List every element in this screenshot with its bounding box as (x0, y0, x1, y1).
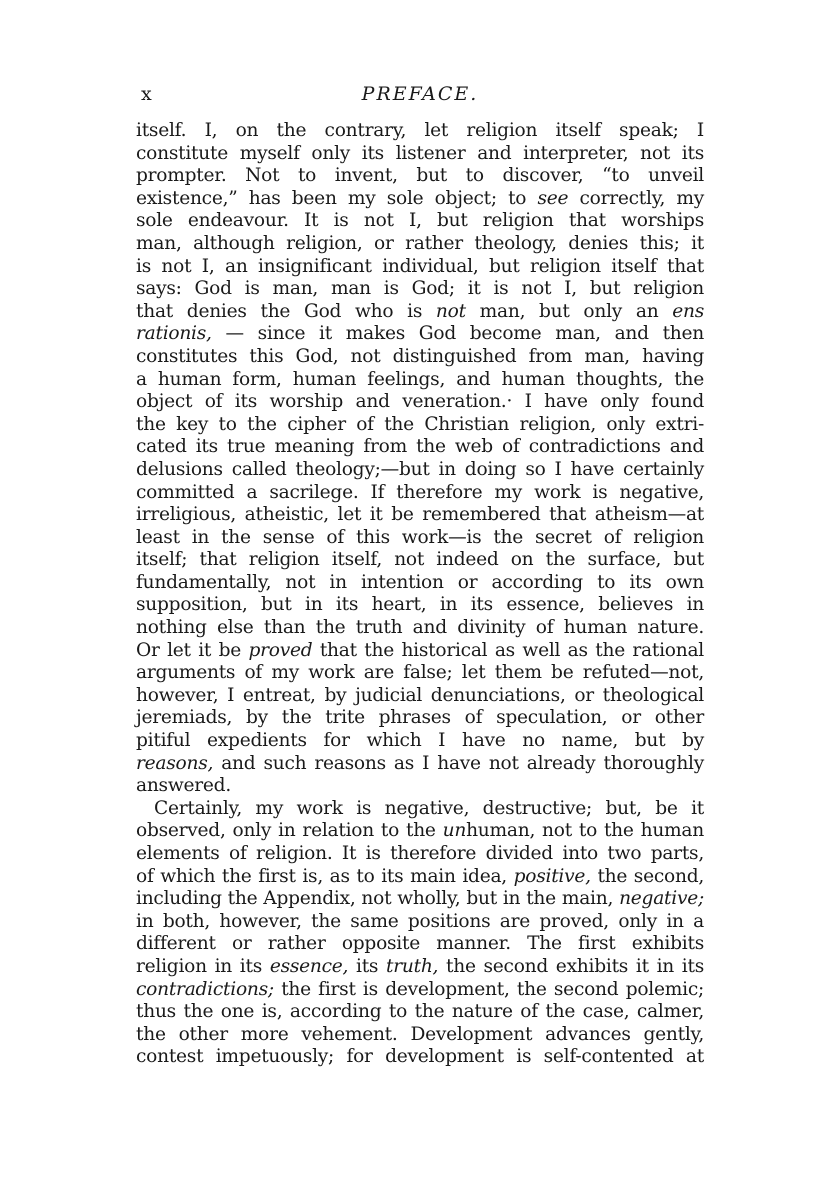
text-segment: constitute myself only its listener and interpreter, not its (136, 142, 704, 164)
text-line (136, 753, 704, 776)
text-line (136, 888, 704, 911)
text-segment: however, I entreat, by judicial denunciations, or theological (136, 684, 704, 706)
text-line (136, 165, 704, 188)
text-line (136, 640, 704, 663)
running-head (136, 83, 704, 109)
text-segment: existence,” has been my sole object; to (136, 187, 538, 209)
text-segment: human, not to the human (466, 820, 704, 842)
text-line (136, 301, 704, 324)
text-segment: itself; that religion itself, not indeed on the surface, but (136, 549, 704, 571)
text-segment: thus the one is, according to the nature of the case, calmer, (136, 1001, 704, 1023)
text-line (136, 843, 704, 866)
text-segment: is not I, an insignificant individual, but religion itself that (136, 255, 704, 277)
text-segment: itself. I, on the contrary, let religion itself speak; I (136, 120, 704, 141)
text-segment: jeremiads, by the trite phrases of speculation, or other (136, 707, 704, 729)
body-text (136, 120, 704, 1069)
text-line (136, 1001, 704, 1024)
text-segment: sole endeavour. It is not I, but religion that worships (136, 210, 704, 232)
text-segment: that the historical as well as the rational (312, 639, 705, 661)
text-line (136, 866, 704, 889)
text-line (136, 1024, 704, 1047)
text-segment: different or rather opposite manner. The first exhibits (136, 933, 704, 955)
text-line (136, 956, 704, 979)
text-line (136, 662, 704, 685)
italic-text: negative; (619, 888, 704, 910)
text-line (136, 730, 704, 753)
text-segment: object of its worship and veneration.· I have only found (136, 391, 704, 413)
text-line (136, 617, 704, 640)
text-line (136, 685, 704, 708)
text-segment: and such reasons as I have not already thoroughly (213, 752, 704, 774)
text-segment: constitutes this God, not distinguished from man, having (136, 345, 704, 367)
text-segment: observed, only in relation to the (136, 820, 443, 842)
page-number: x (141, 83, 153, 105)
italic-text: reasons, (136, 752, 214, 774)
text-line (136, 120, 704, 143)
text-line (136, 820, 704, 843)
text-line (136, 143, 704, 166)
text-segment: the second exhibits it in its (438, 955, 704, 977)
text-segment: religion in its (136, 955, 270, 977)
text-segment: least in the sense of this work—is the secret of religion (136, 526, 704, 548)
text-segment: Certainly, my work is negative, destructive; but, be it (154, 797, 704, 819)
text-line (136, 482, 704, 505)
text-line (136, 798, 704, 821)
text-segment: says: God is man, man is God; it is not I, but religion (136, 278, 704, 300)
text-segment: man, although religion, or rather theology, denies this; it (136, 232, 704, 254)
italic-text: see (537, 187, 569, 209)
text-segment: supposition, but in its heart, in its essence, believes in (136, 594, 704, 616)
italic-text: essence, (269, 955, 349, 977)
text-segment: of which the first is, as to its main idea, (136, 865, 514, 887)
text-segment: the other more vehement. Development advances gently, (136, 1023, 704, 1045)
text-line (136, 256, 704, 279)
text-segment: correctly, my (568, 187, 704, 209)
text-line (136, 210, 704, 233)
text-segment: the second, (590, 865, 705, 887)
text-line (136, 549, 704, 572)
italic-text: rationis, (136, 323, 212, 345)
text-line (136, 323, 704, 346)
text-line (136, 572, 704, 595)
text-line (136, 594, 704, 617)
text-segment: that denies the God who is (136, 300, 436, 322)
italic-text: un (442, 820, 467, 842)
text-segment: pitiful expedients for which I have no name, but by (136, 730, 704, 752)
text-segment: irreligious, atheistic, let it be remembered that atheism—at (136, 504, 704, 526)
text-line (136, 504, 704, 527)
text-line (136, 188, 704, 211)
italic-text: positive, (513, 865, 591, 887)
text-line (136, 527, 704, 550)
text-segment: the key to the cipher of the Christian religion, only extri- (136, 413, 704, 435)
text-segment: committed a sacrilege. If therefore my work is negative, (136, 481, 704, 503)
text-segment: including the Appendix, not wholly, but in the main, (136, 888, 620, 910)
text-segment: elements of religion. It is therefore divided into two parts, (136, 843, 704, 864)
text-line (136, 707, 704, 730)
text-line (136, 459, 704, 482)
text-segment: its (348, 955, 387, 977)
text-segment: a human form, human feelings, and human thoughts, the (136, 368, 704, 390)
text-line (136, 346, 704, 369)
text-line (136, 911, 704, 934)
text-line (136, 933, 704, 956)
text-segment: man, but only an (465, 300, 673, 322)
text-segment: prompter. Not to invent, but to discover, “to unveil (136, 165, 704, 187)
text-line (136, 979, 704, 1002)
italic-text: ens (672, 300, 704, 322)
text-line (136, 1046, 704, 1069)
text-line (136, 391, 704, 414)
text-line (136, 278, 704, 301)
italic-text: contradictions; (136, 978, 274, 1000)
text-segment: delusions called theology;—but in doing so I have certainly (136, 458, 704, 480)
italic-text: truth, (386, 955, 439, 977)
text-segment: Or let it be (136, 639, 249, 661)
text-segment: answered. (136, 775, 231, 797)
italic-text: not (435, 300, 466, 322)
text-segment: nothing else than the truth and divinity of human nature. (136, 617, 704, 639)
text-line (136, 233, 704, 256)
text-line (136, 775, 704, 798)
text-line (136, 414, 704, 437)
text-segment: contest impetuously; for development is self-contented at (136, 1046, 704, 1068)
italic-text: proved (248, 639, 313, 661)
text-line (136, 436, 704, 459)
text-segment: arguments of my work are false; let them be refuted—not, (136, 662, 704, 684)
running-title: PREFACE. (361, 83, 479, 105)
text-segment: — since it makes God become man, and then (211, 323, 704, 345)
text-segment: cated its true meaning from the web of contradictions and (136, 436, 704, 458)
text-line (136, 369, 704, 392)
text-segment: the first is development, the second polemic; (273, 978, 704, 1000)
text-segment: fundamentally, not in intention or according to its own (136, 571, 704, 593)
text-segment: in both, however, the same positions are proved, only in a (136, 910, 704, 932)
